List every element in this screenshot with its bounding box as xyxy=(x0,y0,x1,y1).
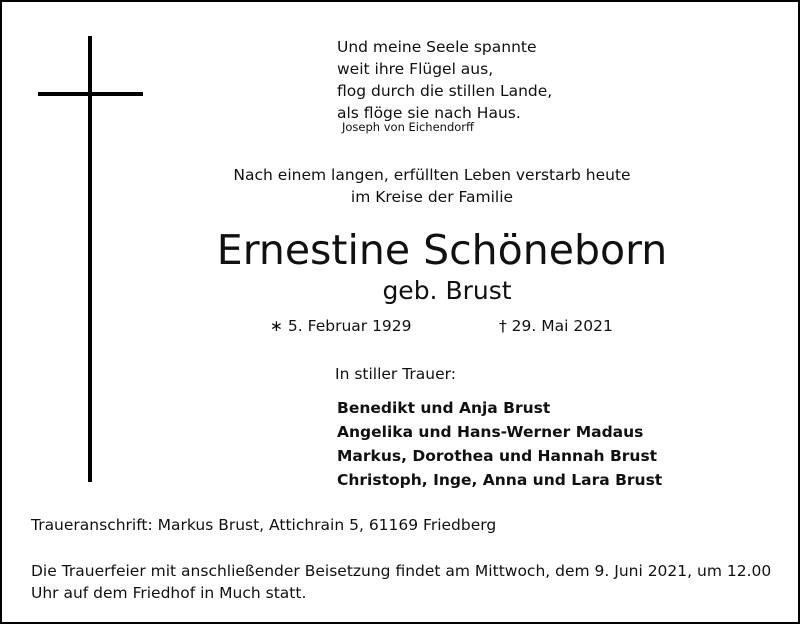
intro-line: Nach einem langen, erfüllten Leben verstarb heute xyxy=(233,166,631,184)
mourning-heading: In stiller Trauer: xyxy=(335,365,456,383)
mourners-list xyxy=(337,396,662,492)
poem-line: flog durch die stillen Lande, xyxy=(337,82,553,100)
poem-line: Und meine Seele spannte xyxy=(337,38,537,56)
birth-date: ∗ 5. Februar 1929 xyxy=(270,317,412,335)
poem-line: als flöge sie nach Haus. xyxy=(337,104,521,122)
poem xyxy=(337,36,552,124)
maiden-name: geb. Brust xyxy=(382,276,512,305)
death-date: † 29. Mai 2021 xyxy=(499,317,613,335)
mourner-name: Christoph, Inge, Anna und Lara Brust xyxy=(337,471,663,489)
mourner-name: Markus, Dorothea und Hannah Brust xyxy=(337,447,658,465)
mourner-name: Benedikt und Anja Brust xyxy=(337,399,551,417)
intro-line: im Kreise der Familie xyxy=(350,188,514,206)
deceased-name: Ernestine Schöneborn xyxy=(216,226,668,274)
poem-author: Joseph von Eichendorff xyxy=(342,120,474,134)
ceremony-info: Die Trauerfeier mit anschließender Beisetzung findet am Mittwoch, dem 9. Juni 2021, um 12.00 Uhr auf dem Friedhof in Much statt. xyxy=(31,562,772,602)
intro-text xyxy=(182,164,682,208)
cross-icon-bar xyxy=(38,92,143,96)
mourning-address: Traueranschrift: Markus Brust, Attichrain 5, 61169 Friedberg xyxy=(31,516,497,534)
poem-line: weit ihre Flügel aus, xyxy=(337,60,494,78)
mourner-name: Angelika und Hans-Werner Madaus xyxy=(337,423,644,441)
cross-icon xyxy=(88,36,92,482)
